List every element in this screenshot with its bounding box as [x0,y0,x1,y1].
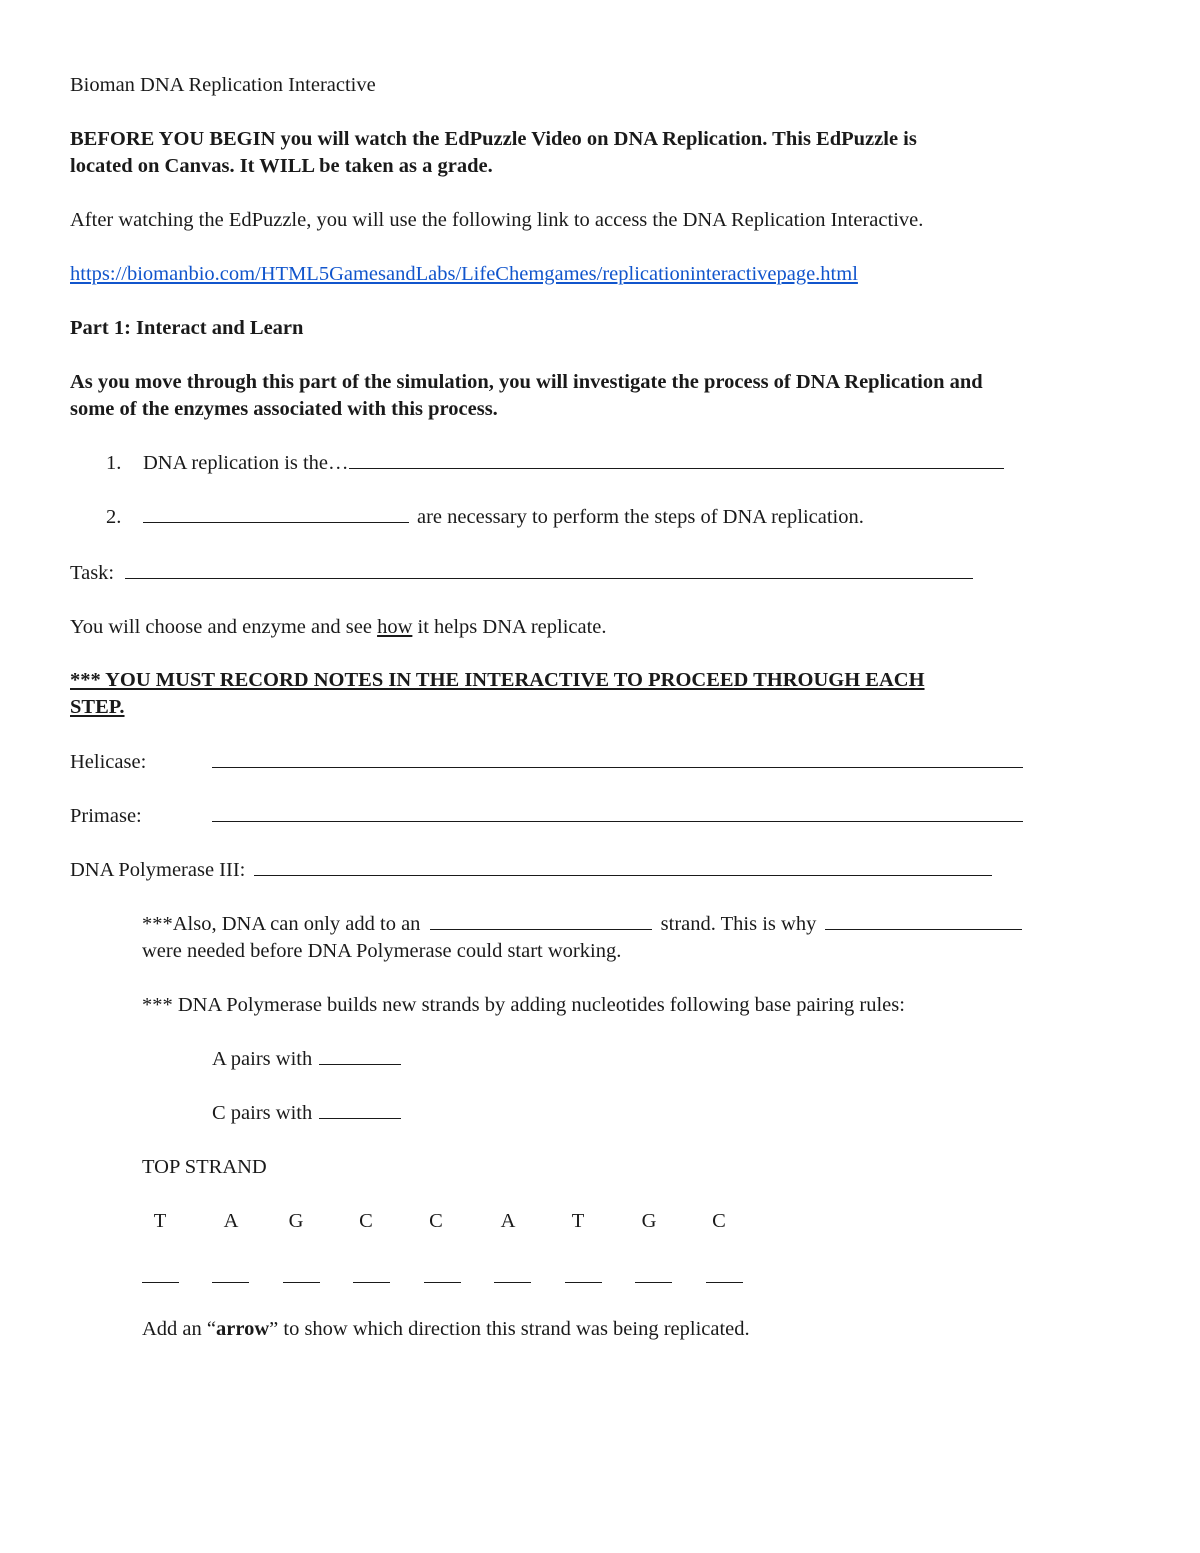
strand-type-blank[interactable] [430,911,652,930]
arrow-instruction-end: ” to show which direction this strand was being replicated. [269,1318,750,1340]
also-note-line-2: were needed before DNA Polymerase could start working. [142,940,622,962]
strand-base-8: G [641,1210,657,1232]
primase-row [70,803,1023,830]
polymerase-label: DNA Polymerase III: [70,859,246,881]
arrow-instruction-keyword: arrow [216,1318,270,1340]
part1-description-line-2: some of the enzymes associated with this process. [70,398,498,420]
question-2-answer-blank[interactable] [143,504,409,523]
question-1-number: 1. [106,452,122,474]
task-label: Task: [70,562,115,584]
primase-answer-blank[interactable] [212,803,1023,822]
a-pair-blank[interactable] [319,1046,401,1065]
part1-heading: Part 1: Interact and Learn [70,317,304,339]
strand-base-3: G [288,1210,304,1232]
question-1-text: DNA replication is the… [143,452,349,474]
strand-base-1: T [153,1210,167,1232]
helicase-label: Helicase: [70,751,147,773]
intro-instructions-line-1: BEFORE YOU BEGIN you will watch the EdPuzzle Video on DNA Replication. This EdPuzzle is [70,128,917,150]
c-pairs-label: C pairs with [212,1102,313,1124]
complement-blank-5[interactable] [424,1282,461,1283]
helicase-answer-blank[interactable] [212,749,1023,768]
complement-blank-1[interactable] [142,1282,179,1283]
question-2-number: 2. [106,506,122,528]
document-title: Bioman DNA Replication Interactive [70,74,376,96]
top-strand-label: TOP STRAND [142,1156,267,1178]
choose-text-end: it helps DNA replicate. [412,616,607,638]
strand-base-2: A [223,1210,239,1232]
arrow-instruction [142,1316,750,1343]
warning-line-1: *** YOU MUST RECORD NOTES IN THE INTERACTIVE TO PROCEED THROUGH EACH [70,669,925,691]
a-pairs-label: A pairs with [212,1048,313,1070]
question-1-answer-blank[interactable] [349,450,1004,469]
question-2-text: are necessary to perform the steps of DNA replication. [417,506,864,528]
also-note-line-1 [142,911,1022,938]
strand-base-5: C [429,1210,443,1232]
choose-text-start: You will choose and enzyme and see [70,616,378,638]
strand-base-7: T [571,1210,585,1232]
choose-enzyme-text [70,614,607,641]
a-pairs-row [212,1046,401,1073]
part1-description-line-1: As you move through this part of the simulation, you will investigate the process of DNA Replication and [70,371,983,393]
pairing-intro: *** DNA Polymerase builds new strands by adding nucleotides following base pairing rules: [142,994,905,1016]
complement-blank-9[interactable] [706,1282,743,1283]
reason-blank[interactable] [825,911,1022,930]
also-note-start: ***Also, DNA can only add to an [142,913,421,935]
question-2 [106,504,864,531]
question-1 [106,450,1004,477]
helicase-row [70,749,1023,776]
complement-blank-3[interactable] [283,1282,320,1283]
arrow-instruction-start: Add an “ [142,1318,217,1340]
strand-base-6: A [500,1210,516,1232]
complement-blank-8[interactable] [635,1282,672,1283]
complement-blank-4[interactable] [353,1282,390,1283]
c-pair-blank[interactable] [319,1100,401,1119]
intro-instructions-line-2: located on Canvas. It WILL be taken as a grade. [70,155,493,177]
c-pairs-row [212,1100,401,1127]
also-note-middle: strand. This is why [660,913,817,935]
choose-text-how: how [377,616,413,638]
after-watching-text: After watching the EdPuzzle, you will use the following link to access the DNA Replication Interactive. [70,209,924,231]
complement-blank-6[interactable] [494,1282,531,1283]
complement-blank-7[interactable] [565,1282,602,1283]
strand-base-9: C [712,1210,726,1232]
polymerase-answer-blank[interactable] [254,857,992,876]
task-answer-blank[interactable] [125,560,973,579]
task-line [70,560,973,587]
interactive-link[interactable]: https://biomanbio.com/HTML5GamesandLabs/LifeChemgames/replicationinteractivepage.html [70,263,858,285]
complement-blank-2[interactable] [212,1282,249,1283]
strand-base-4: C [359,1210,373,1232]
polymerase-row [70,857,992,884]
primase-label: Primase: [70,805,142,827]
warning-line-2: STEP. [70,696,125,718]
